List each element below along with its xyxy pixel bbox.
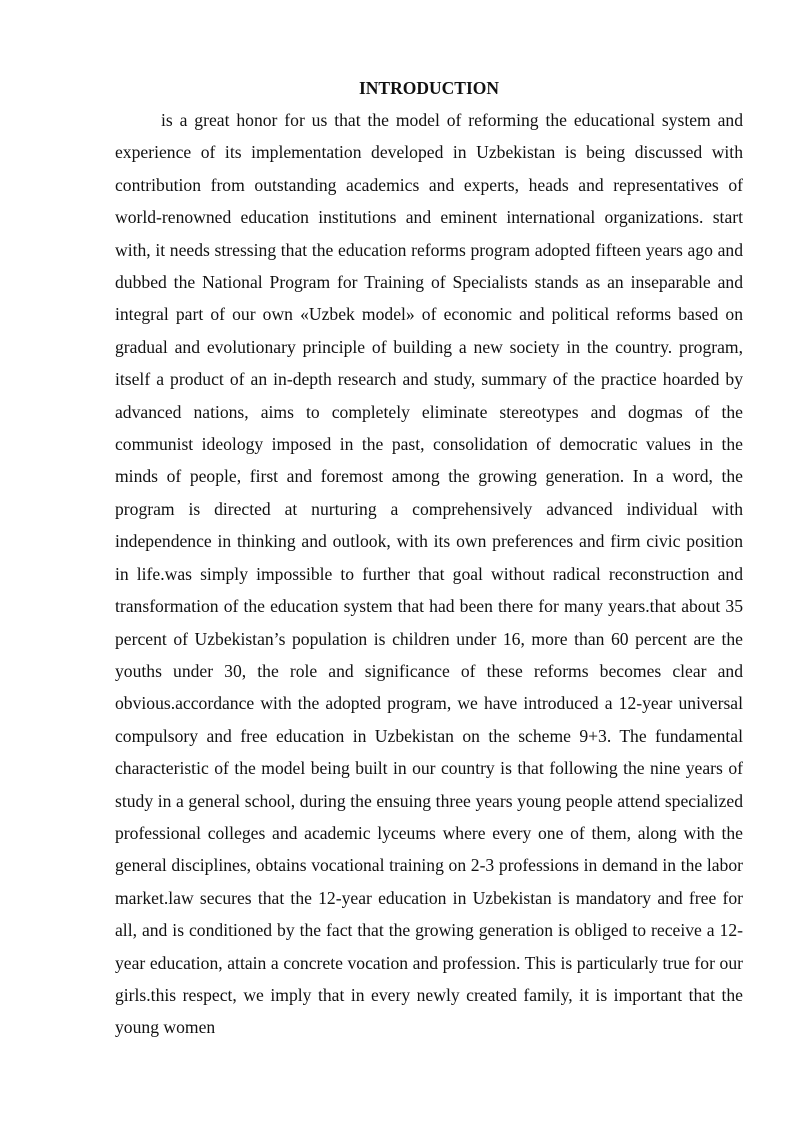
body-paragraph: is a great honor for us that the model of reforming the educational system and experience of its implementation developed in Uzbekistan is being discussed with contribution from outstanding academics and experts, heads and representatives of world-renowned education institutions and eminent international organizations. start with, it needs stressing that the education reforms program adopted fifteen years ago and dubbed the National Program for Training of Specialists stands as an inseparable and integral part of our own «Uzbek model» of economic and political reforms based on gradual and evolutionary principle of building a new society in the country. program, itself a product of an in-depth research and study, summary of the practice hoarded by advanced nations, aims to completely eliminate stereotypes and dogmas of the communist ideology imposed in the past, consolidation of democratic values in the minds of people, first and foremost among the growing generation. In a word, the program is directed at nurturing a comprehensively advanced individual with independence in thinking and outlook, with its own preferences and firm civic position in life.was simply impossible to further that goal without radical reconstruction and transformation of the education system that had been there for many years.that about 35 percent of Uzbekistan’s population is children under 16, more than 60 percent are the youths under 30, the role and significance of these reforms becomes clear and obvious.accordance with the adopted program, we have introduced a 12-year universal compulsory and free education in Uzbekistan on the scheme 9+3. The fundamental characteristic of the model being built in our country is that following the nine years of study in a general school, during the ensuing three years young people attend specialized professional colleges and academic lyceums where every one of them, along with the general disciplines, obtains vocational training on 2-3 professions in demand in the labor market.law secures that the 12-year education in Uzbekistan is mandatory and free for all, and is conditioned by the fact that the growing generation is obliged to receive a 12-year education, attain a concrete vocation and profession. This is particularly true for our girls.this respect, we imply that in every newly created family, it is important that the young women — [115, 110, 743, 1038]
section-heading: INTRODUCTION — [358, 78, 500, 98]
